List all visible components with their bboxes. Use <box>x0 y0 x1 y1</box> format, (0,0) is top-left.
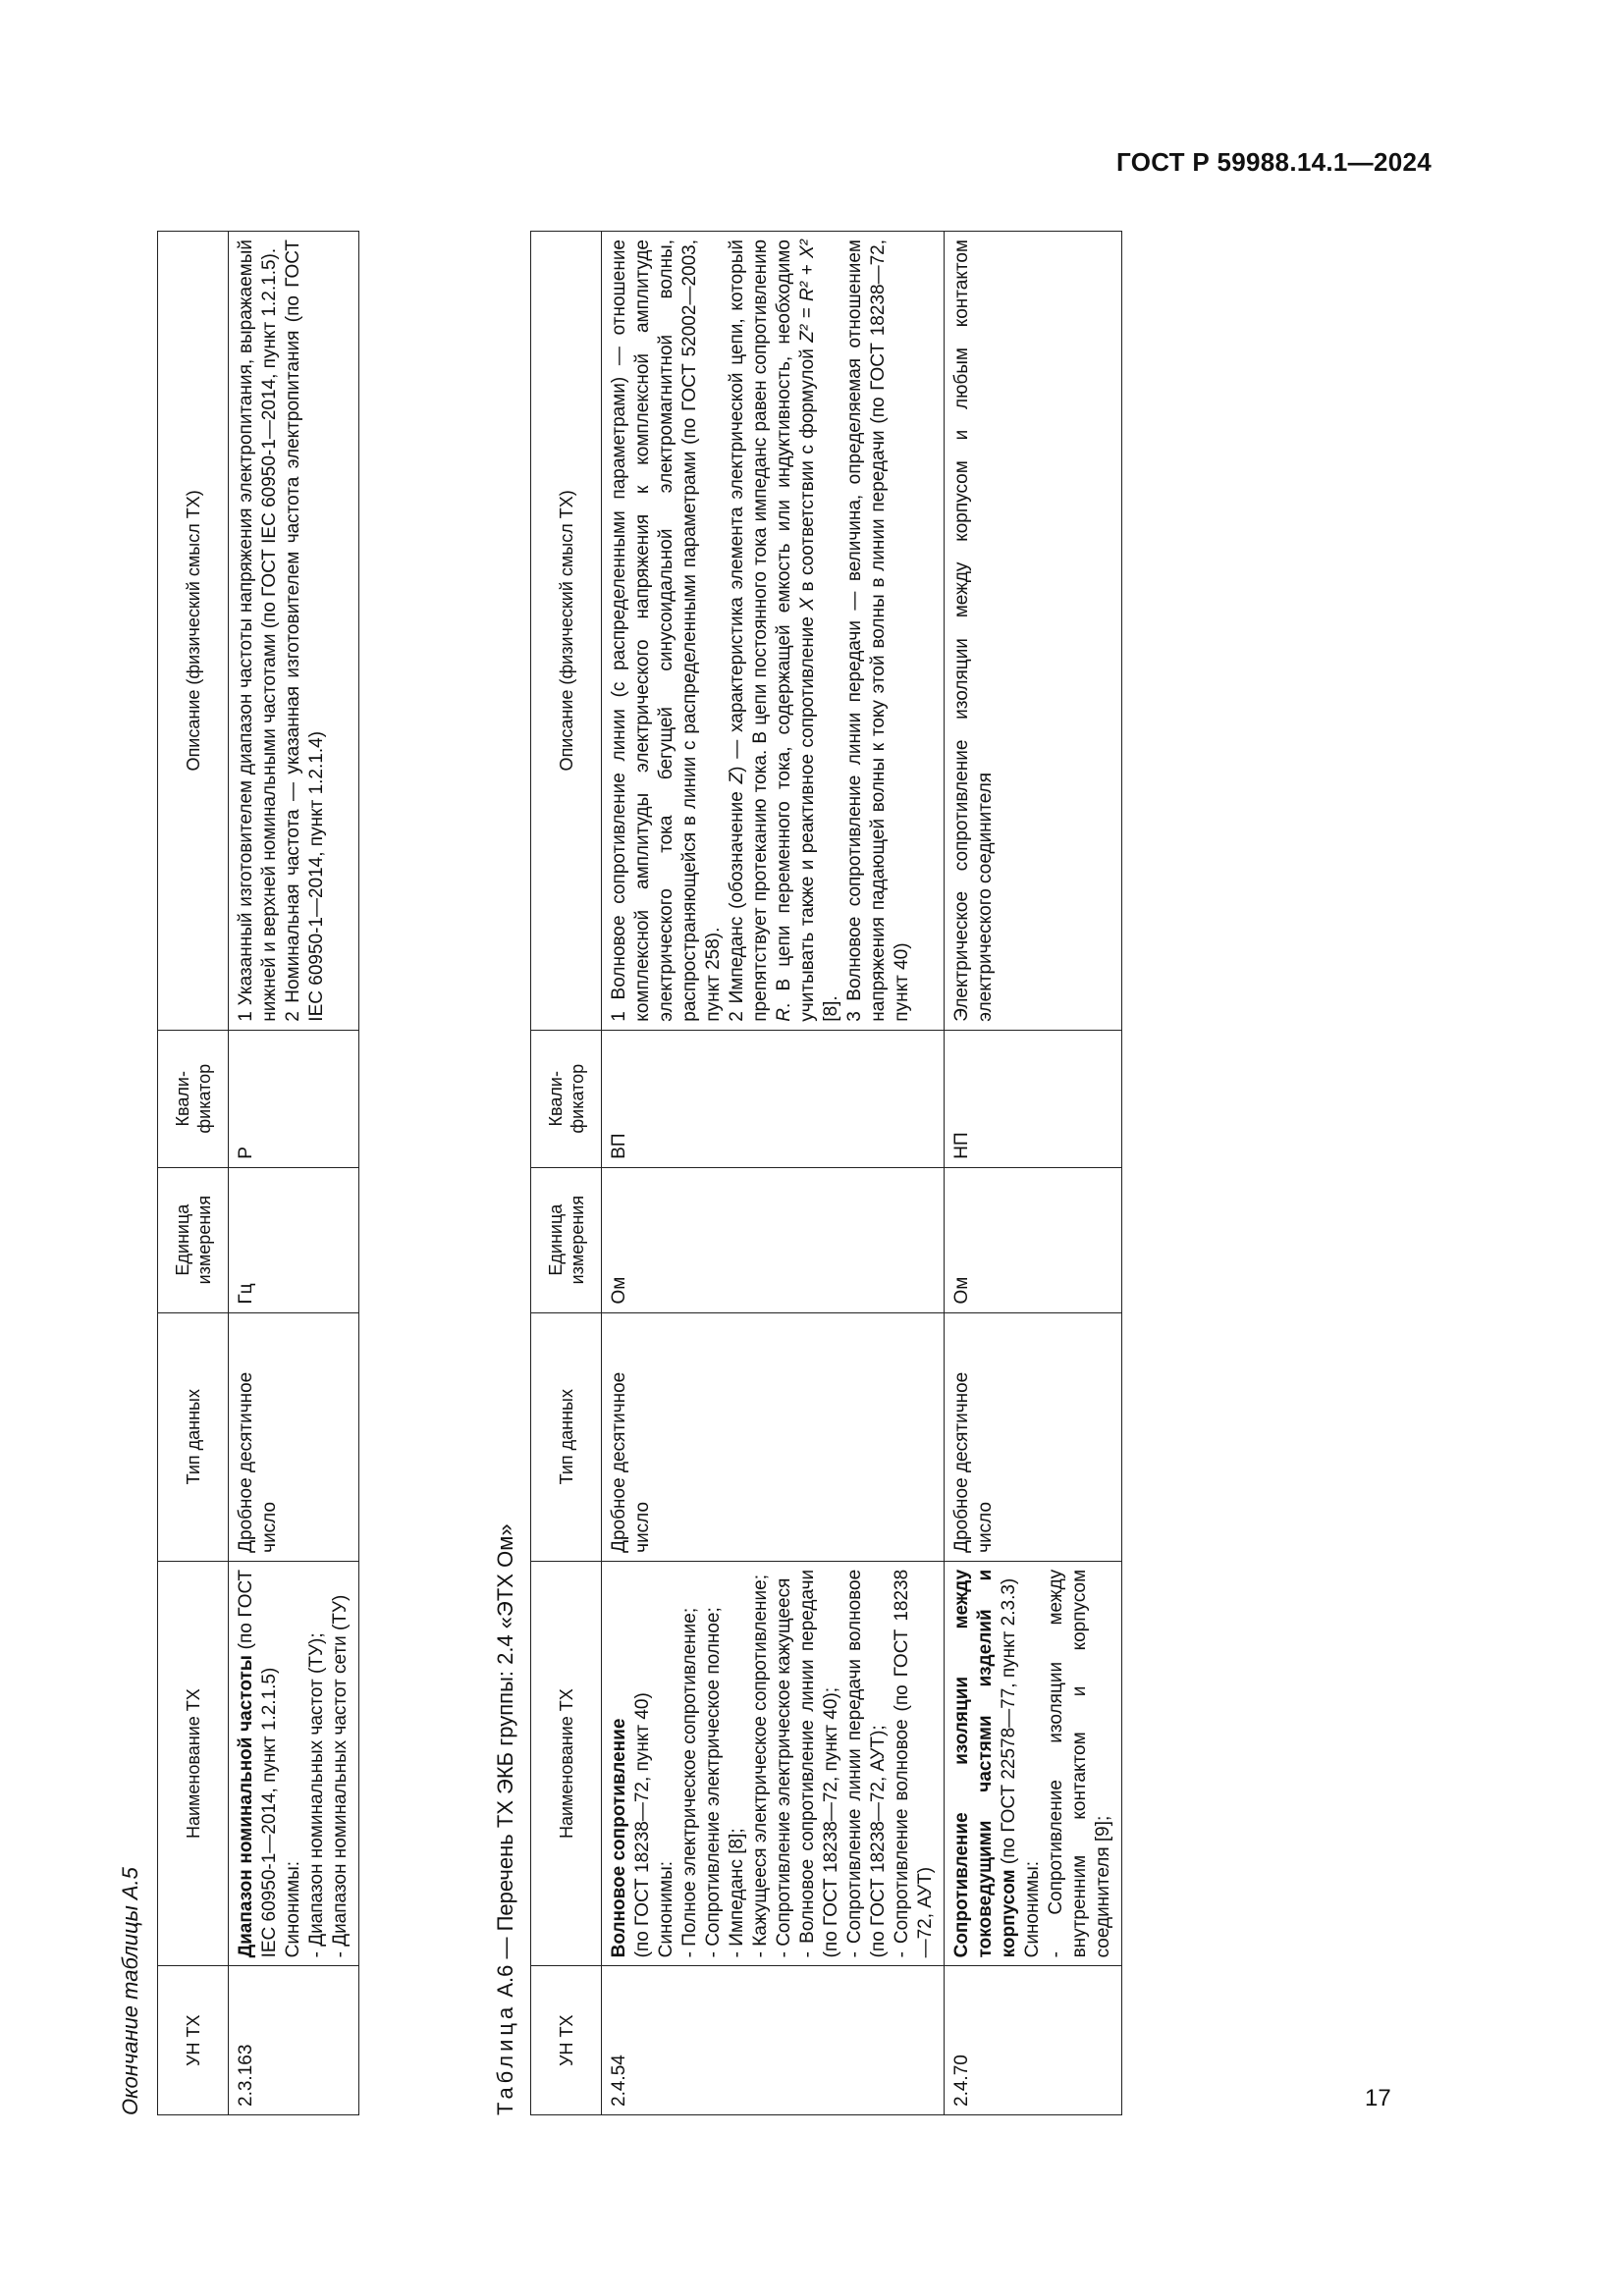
synonym-item: - Полное электрическое сопротивление; <box>679 1607 700 1958</box>
text-run: 2 Импеданс (обозначение <box>727 783 747 1022</box>
table-a6 <box>530 231 1122 2115</box>
synonyms-label: Синонимы: <box>656 1860 677 1958</box>
synonyms-label: Синонимы: <box>1022 1860 1043 1958</box>
col-header-data-type: Тип данных <box>531 1312 602 1561</box>
page-number: 17 <box>1365 2085 1391 2111</box>
col-header-code: УН ТХ <box>158 1966 229 2115</box>
synonym-item: - Импеданс [8]; <box>727 1828 747 1958</box>
symbol-x: X <box>797 597 818 611</box>
cell-qualifier: НП <box>945 1030 1122 1167</box>
synonym-item: - Сопротивление электрическое полное; <box>703 1607 724 1958</box>
term-name: Диапазон номинальной частоты <box>236 1655 256 1958</box>
col-header-unit: Единица измерения <box>158 1167 229 1312</box>
synonyms-label: Синонимы: <box>283 1860 303 1958</box>
col-header-name: Наименование ТХ <box>158 1561 229 1966</box>
table-header-row <box>531 232 602 2115</box>
synonym-item: - Сопротивление волновое (по ГОСТ 18238—72, АУТ) <box>892 1569 936 1958</box>
cell-code: 2.4.70 <box>945 1966 1122 2115</box>
continuation-caption: Окончание таблицы А.5 <box>118 1867 142 2115</box>
synonym-item: - Диапазон номинальных частот (ТУ); <box>306 1632 327 1958</box>
text-run: [8]. <box>821 995 841 1022</box>
table-a6-caption <box>493 1523 518 2115</box>
col-header-qualifier: Квали-фикатор <box>158 1030 229 1167</box>
description-paragraph: 2 Номинальная частота — указанная изготовителем частота электропитания (по ГОСТ IEC 60950-1—2014, пункт 1.2.1.4) <box>283 240 327 1022</box>
table-row <box>602 232 945 2115</box>
caption-word: Таблица <box>493 2002 517 2115</box>
cell-code: 2.4.54 <box>602 1966 945 2115</box>
cell-code: 2.3.163 <box>229 1966 359 2115</box>
cell-unit: Гц <box>229 1167 359 1312</box>
synonym-item: - Волновое сопротивление линии передачи (по ГОСТ 18238—72, пункт 40); <box>797 1569 841 1958</box>
cell-data-type: Дробное десятичное число <box>602 1312 945 1561</box>
cell-name <box>229 1561 359 1966</box>
description-paragraph <box>726 240 843 1022</box>
description-paragraph: 1 Указанный изготовителем диапазон частоты напряжения электропитания, выражаемый нижней и верхней номинальными частотами (по ГОСТ IEC 60950-1—2014, пункт 1.2.1.5). <box>236 240 280 1022</box>
cell-qualifier: Р <box>229 1030 359 1167</box>
term-reference: (по ГОСТ 18238—72, пункт 40) <box>632 1692 653 1958</box>
term-name: Сопротивление изоляции между токоведущими частями изделий и корпусом <box>951 1569 1019 1958</box>
cell-description <box>229 232 359 1031</box>
symbol-z: Z <box>727 772 747 784</box>
col-header-code: УН ТХ <box>531 1966 602 2115</box>
text-run: в соответствии с формулой <box>797 342 818 598</box>
synonym-item: - Диапазон номинальных частот сети (ТУ) <box>330 1594 351 1958</box>
table-header-row <box>158 232 229 2115</box>
table-row <box>945 232 1122 2115</box>
term-reference: (по ГОСТ IEC 60950-1—2014, пункт 1.2.1.5) <box>236 1569 280 1958</box>
cell-data-type: Дробное десятичное число <box>945 1312 1122 1561</box>
rotated-content <box>118 231 1443 2115</box>
table-a5 <box>157 231 359 2115</box>
caption-text: А.6 — Перечень ТХ ЭКБ группы: 2.4 «ЭТХ Ом» <box>493 1523 517 2003</box>
col-header-name: Наименование ТХ <box>531 1561 602 1966</box>
cell-unit: Ом <box>602 1167 945 1312</box>
synonym-item: - Сопротивление изоляции между внутренним контактом и корпусом соединителя [9]; <box>1046 1569 1113 1958</box>
synonym-item: - Кажущееся электрическое сопротивление; <box>750 1575 771 1958</box>
description-paragraph: 1 Волновое сопротивление линии (с распределенными параметрами) — отношение комплексной амплитуды электрического напряжения к комплексной амплитуде электрического тока бегущей синусоидальной электромагнитной волны, распространяющейся в линии с распределенными параметрами (по ГОСТ 52002—2003, пункт 258). <box>609 240 724 1022</box>
description-paragraph: 3 Волновое сопротивление линии передачи — величина, определяемая отношением напряжения падающей волны к току этой волны в линии передачи (по ГОСТ 18238—72, пункт 40) <box>844 240 912 1022</box>
cell-name <box>945 1561 1122 1966</box>
document-code: ГОСТ Р 59988.14.1—2024 <box>1116 147 1432 177</box>
text-run: . В цепи переменного тока, содержащей емкость или индуктивность, необходимо учитывать также и реактивное сопротивление <box>774 240 818 1022</box>
synonym-item: - Сопротивление линии передачи волновое (по ГОСТ 18238—72, АУТ); <box>844 1569 889 1958</box>
col-header-description: Описание (физический смысл ТХ) <box>158 232 229 1031</box>
text-run: ) — характеристика элемента электрической цепи, который препятствует протеканию тока. В цепи постоянного тока импеданс равен сопротивлению <box>727 239 771 1022</box>
synonym-item: - Сопротивление электрическое кажущееся <box>774 1577 794 1958</box>
cell-qualifier: ВП <box>602 1030 945 1167</box>
table-row <box>229 232 359 2115</box>
cell-description: Электрическое сопротивление изоляции между корпусом и любым контактом электрического соединителя <box>945 232 1122 1031</box>
cell-unit: Ом <box>945 1167 1122 1312</box>
col-header-unit: Единица измерения <box>531 1167 602 1312</box>
formula: Z² = R² + X² <box>797 240 818 343</box>
symbol-r: R <box>774 1007 794 1022</box>
col-header-data-type: Тип данных <box>158 1312 229 1561</box>
term-reference: (по ГОСТ 22578—77, пункт 2.3.3) <box>999 1577 1019 1870</box>
term-name: Волновое сопротивление <box>609 1718 629 1958</box>
cell-data-type: Дробное десятичное число <box>229 1312 359 1561</box>
cell-description <box>602 232 945 1031</box>
col-header-description: Описание (физический смысл ТХ) <box>531 232 602 1031</box>
cell-name <box>602 1561 945 1966</box>
col-header-qualifier: Квали-фикатор <box>531 1030 602 1167</box>
